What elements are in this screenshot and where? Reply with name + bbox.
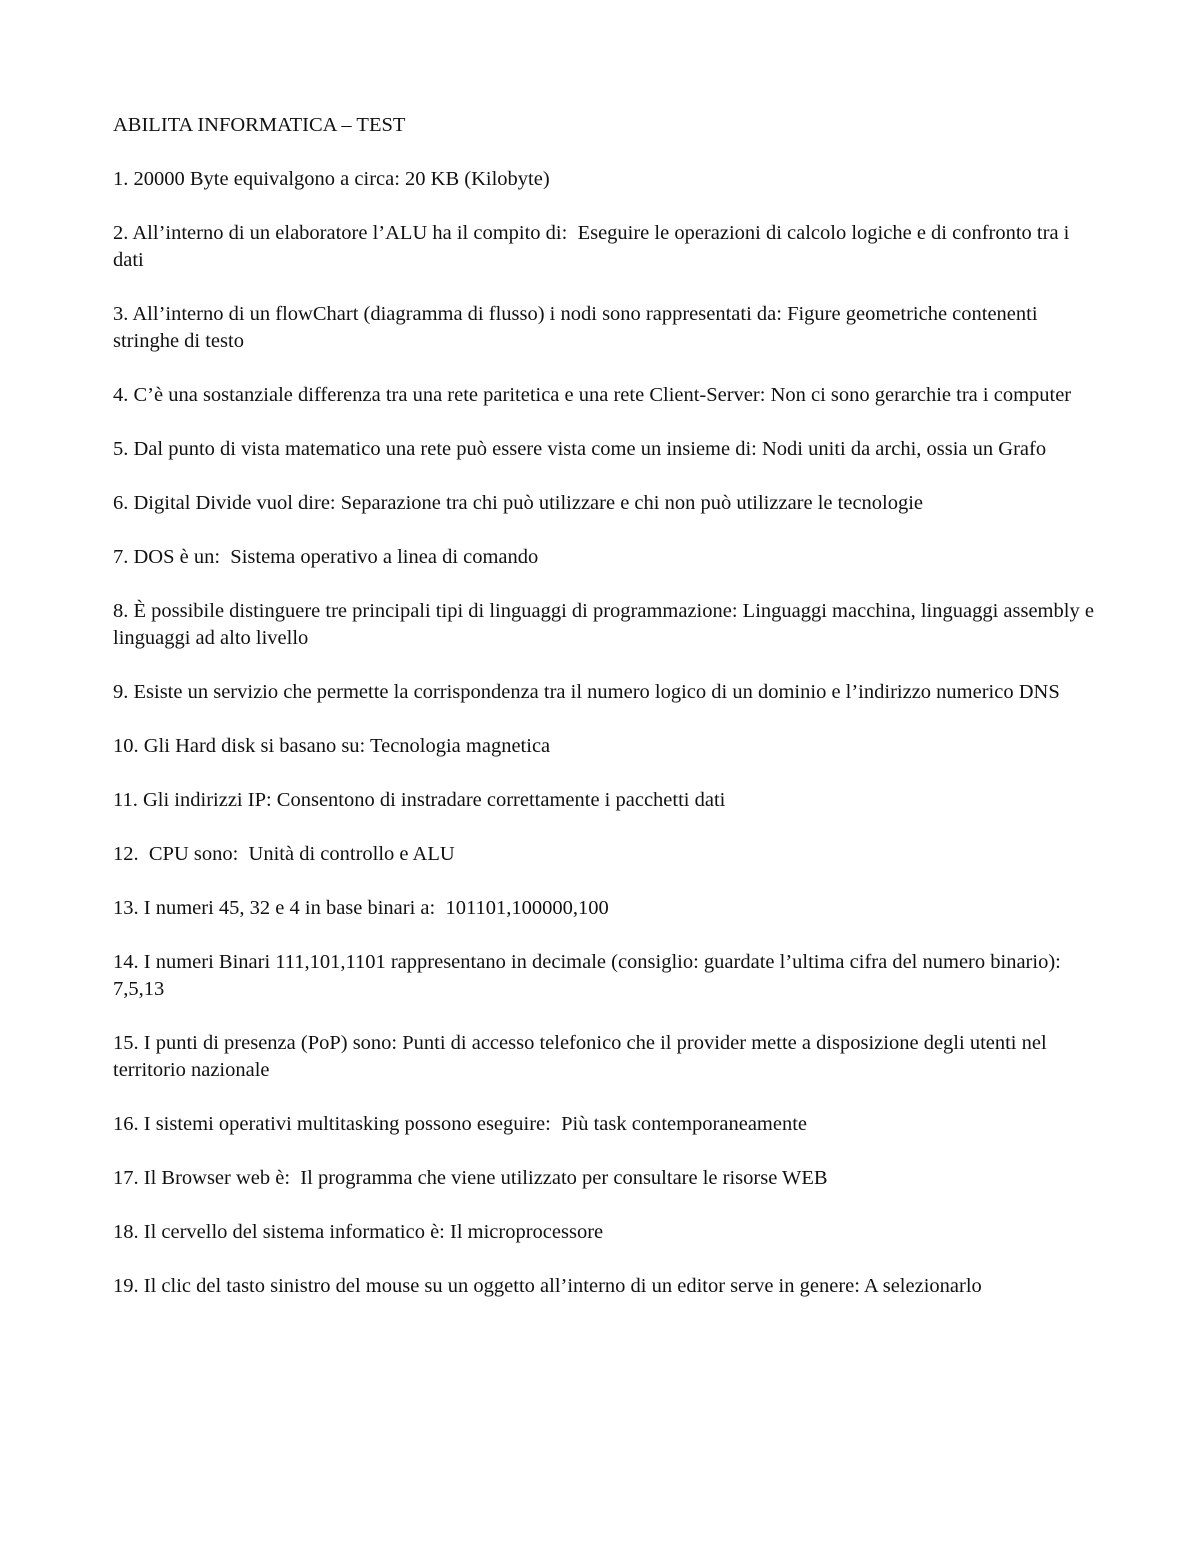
question-text: 15. I punti di presenza (PoP) sono: Punti di accesso telefonico che il provider mette a disposizione degli utenti nel territorio nazionale [113, 1032, 1052, 1081]
question-item-3 [113, 301, 1098, 355]
question-text: 14. I numeri Binari 111,101,1101 rappresentano in decimale (consiglio: guardate l’ultima cifra del numero binario): 7,5,13 [113, 951, 1066, 1000]
question-text: 4. C’è una sostanziale differenza tra una rete paritetica e una rete Client-Server: Non ci sono gerarchie tra i computer [113, 384, 1072, 406]
question-item-8 [113, 598, 1098, 652]
question-item-18 [113, 1219, 1098, 1246]
question-item-15 [113, 1030, 1098, 1084]
question-text: 9. Esiste un servizio che permette la corrispondenza tra il numero logico di un dominio e l’indirizzo numerico DNS [113, 681, 1060, 703]
question-item-1 [113, 166, 1098, 193]
question-item-17 [113, 1165, 1098, 1192]
question-item-14 [113, 949, 1098, 1003]
question-item-12 [113, 841, 1098, 868]
question-text: 16. I sistemi operativi multitasking possono eseguire: Più task contemporaneamente [113, 1113, 808, 1135]
question-text: 1. 20000 Byte equivalgono a circa: 20 KB (Kilobyte) [113, 168, 550, 190]
question-text: 5. Dal punto di vista matematico una rete può essere vista come un insieme di: Nodi uniti da archi, ossia un Grafo [113, 438, 1047, 460]
question-text: 18. Il cervello del sistema informatico è: Il microprocessore [113, 1221, 604, 1243]
question-text: 12. CPU sono: Unità di controllo e ALU [113, 843, 455, 865]
question-text: 17. Il Browser web è: Il programma che viene utilizzato per consultare le risorse WEB [113, 1167, 828, 1189]
question-item-19 [113, 1273, 1098, 1300]
question-text: 10. Gli Hard disk si basano su: Tecnologia magnetica [113, 735, 551, 757]
question-item-5 [113, 436, 1098, 463]
question-item-10 [113, 733, 1098, 760]
question-item-16 [113, 1111, 1098, 1138]
question-text: 13. I numeri 45, 32 e 4 in base binari a: 101101,100000,100 [113, 897, 609, 919]
question-list [113, 166, 1098, 1300]
document-title: ABILITA INFORMATICA – TEST [113, 114, 406, 136]
question-item-4 [113, 382, 1098, 409]
question-item-6 [113, 490, 1098, 517]
question-text: 8. È possibile distinguere tre principali tipi di linguaggi di programmazione: Linguaggi macchina, linguaggi assembly e linguaggi ad alto livello [113, 600, 1100, 649]
question-text: 7. DOS è un: Sistema operativo a linea di comando [113, 546, 539, 568]
question-item-2 [113, 220, 1098, 274]
question-text: 2. All’interno di un elaboratore l’ALU ha il compito di: Eseguire le operazioni di calcolo logiche e di confronto tra i dati [113, 222, 1075, 271]
question-text: 6. Digital Divide vuol dire: Separazione tra chi può utilizzare e chi non può utilizzare le tecnologie [113, 492, 924, 514]
question-item-13 [113, 895, 1098, 922]
question-item-7 [113, 544, 1098, 571]
question-text: 19. Il clic del tasto sinistro del mouse su un oggetto all’interno di un editor serve in genere: A selezionarlo [113, 1275, 982, 1297]
question-text: 3. All’interno di un flowChart (diagramma di flusso) i nodi sono rappresentati da: Figure geometriche contenenti stringhe di testo [113, 303, 1043, 352]
question-text: 11. Gli indirizzi IP: Consentono di instradare correttamente i pacchetti dati [113, 789, 726, 811]
document-content [113, 112, 1098, 1327]
question-item-11 [113, 787, 1098, 814]
question-item-9 [113, 679, 1098, 706]
